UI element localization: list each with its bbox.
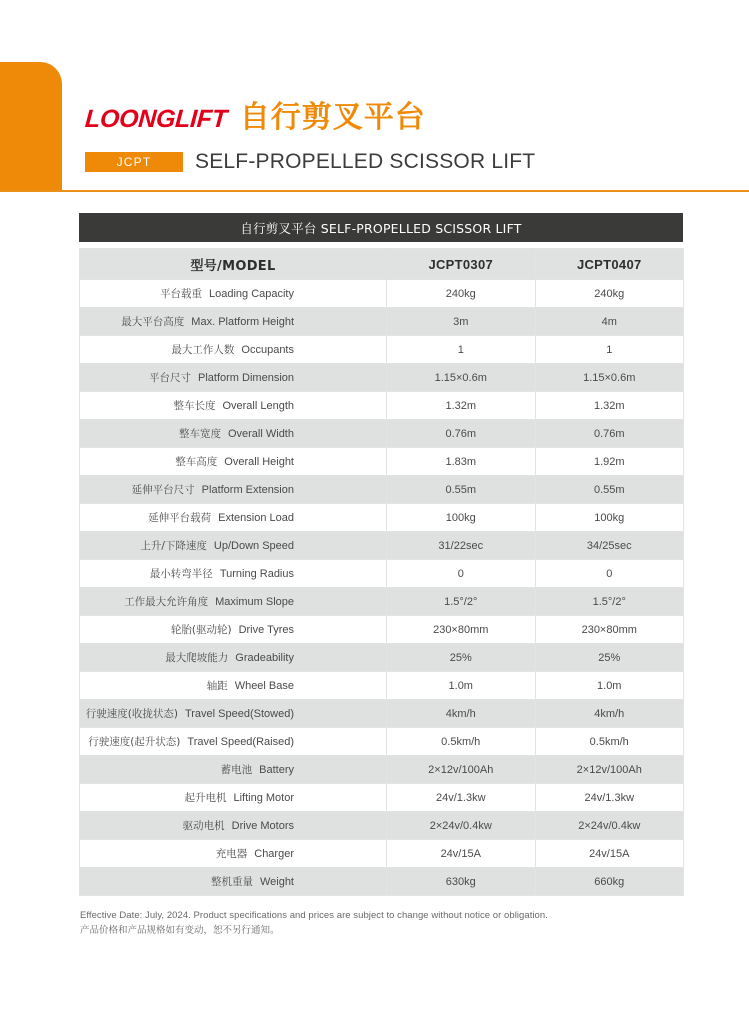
spec-label-cell: [80, 448, 387, 476]
product-title-cn: 自行剪叉平台: [239, 100, 426, 135]
table-row: [80, 336, 684, 364]
table-row: [80, 700, 684, 728]
spec-label-cn: 起升电机: [184, 792, 227, 804]
spec-label-cn: 行驶速度(收拢状态): [85, 708, 178, 720]
spec-table-banner: 自行剪叉平台 SELF-PROPELLED SCISSOR LIFT: [79, 213, 683, 242]
spec-label-en: Battery: [259, 764, 294, 776]
spec-value-model-1: 1.5°/2°: [387, 588, 536, 616]
brand-title-row: [84, 100, 535, 141]
page-header: [0, 0, 749, 192]
column-header-model: 型号/MODEL: [80, 249, 387, 280]
spec-label-en: Drive Tyres: [238, 624, 294, 636]
spec-value-model-2: 230×80mm: [535, 616, 684, 644]
spec-label-en: Max. Platform Height: [191, 316, 294, 328]
spec-label-cell: [80, 364, 387, 392]
spec-value-model-1: 0: [387, 560, 536, 588]
spec-value-model-1: 630kg: [387, 868, 536, 896]
spec-label-cn: 整车高度: [175, 456, 218, 468]
spec-value-model-2: 1.15×0.6m: [535, 364, 684, 392]
table-row: [80, 392, 684, 420]
spec-label-cn: 充电器: [215, 848, 248, 860]
spec-value-model-2: 2×24v/0.4kw: [535, 812, 684, 840]
spec-value-model-2: 1.92m: [535, 448, 684, 476]
loonglift-logo: LOONGLIFT: [84, 105, 228, 133]
spec-label-cell: [80, 700, 387, 728]
spec-value-model-1: 0.76m: [387, 420, 536, 448]
spec-label-cell: [80, 308, 387, 336]
spec-label-cn: 最小转弯半径: [149, 568, 213, 580]
spec-label-cell: [80, 616, 387, 644]
spec-label-cell: [80, 756, 387, 784]
spec-value-model-1: 1.0m: [387, 672, 536, 700]
table-row: [80, 588, 684, 616]
specification-table: [79, 248, 684, 896]
footnote-line-en: Effective Date: July, 2024. Product specifications and prices are subject to change without notice or obligation.: [80, 910, 548, 921]
spec-value-model-1: 1.83m: [387, 448, 536, 476]
spec-value-model-1: 100kg: [387, 504, 536, 532]
spec-label-en: Platform Extension: [201, 484, 294, 496]
spec-label-cell: [80, 672, 387, 700]
spec-value-model-1: 25%: [387, 644, 536, 672]
spec-label-en: Drive Motors: [231, 820, 294, 832]
spec-value-model-2: 4km/h: [535, 700, 684, 728]
table-row: [80, 280, 684, 308]
spec-value-model-2: 0: [535, 560, 684, 588]
spec-value-model-2: 4m: [535, 308, 684, 336]
table-row: [80, 560, 684, 588]
spec-label-cell: [80, 336, 387, 364]
spec-value-model-2: 1.0m: [535, 672, 684, 700]
spec-value-model-2: 1: [535, 336, 684, 364]
spec-value-model-1: 24v/1.3kw: [387, 784, 536, 812]
spec-label-cell: [80, 280, 387, 308]
spec-value-model-1: 0.55m: [387, 476, 536, 504]
table-row: [80, 532, 684, 560]
spec-label-cn: 延伸平台载荷: [148, 512, 212, 524]
spec-label-cell: [80, 812, 387, 840]
header-divider: [0, 190, 749, 192]
brand-block: [84, 100, 536, 174]
spec-value-model-2: 2×12v/100Ah: [535, 756, 684, 784]
table-row: [80, 812, 684, 840]
spec-label-cell: [80, 840, 387, 868]
spec-label-en: Overall Height: [224, 456, 294, 468]
spec-label-en: Overall Width: [227, 428, 294, 440]
spec-label-cell: [80, 420, 387, 448]
table-row: [80, 476, 684, 504]
spec-value-model-1: 3m: [387, 308, 536, 336]
spec-label-en: Overall Length: [222, 400, 294, 412]
brand-subtitle-row: [85, 150, 535, 174]
spec-value-model-2: 24v/1.3kw: [535, 784, 684, 812]
spec-value-model-2: 34/25sec: [535, 532, 684, 560]
spec-value-model-2: 24v/15A: [535, 840, 684, 868]
spec-label-cell: [80, 644, 387, 672]
spec-label-cell: [80, 588, 387, 616]
spec-value-model-1: 1.15×0.6m: [387, 364, 536, 392]
spec-label-cell: [80, 728, 387, 756]
spec-value-model-2: 0.5km/h: [535, 728, 684, 756]
product-title-en: SELF-PROPELLED SCISSOR LIFT: [195, 150, 536, 173]
table-row: [80, 616, 684, 644]
footnote-line-cn: 产品价格和产品规格如有变动，恕不另行通知。: [80, 925, 280, 936]
spec-value-model-2: 0.55m: [535, 476, 684, 504]
spec-label-cn: 平台载重: [159, 288, 202, 300]
spec-label-en: Wheel Base: [234, 680, 294, 692]
spec-label-cn: 工作最大允许角度: [124, 596, 209, 608]
spec-value-model-2: 660kg: [535, 868, 684, 896]
spec-value-model-1: 24v/15A: [387, 840, 536, 868]
table-row: [80, 644, 684, 672]
spec-label-en: Platform Dimension: [198, 372, 294, 384]
spec-value-model-1: 2×24v/0.4kw: [387, 812, 536, 840]
spec-label-cell: [80, 868, 387, 896]
spec-label-cell: [80, 476, 387, 504]
table-body: [80, 280, 684, 896]
table-header-row: [80, 249, 684, 280]
spec-label-cn: 轮胎(驱动轮): [170, 624, 232, 636]
table-row: [80, 868, 684, 896]
spec-value-model-2: 0.76m: [535, 420, 684, 448]
spec-value-model-1: 0.5km/h: [387, 728, 536, 756]
spec-value-model-2: 1.32m: [535, 392, 684, 420]
series-badge: JCPT: [85, 152, 183, 172]
spec-value-model-1: 1.32m: [387, 392, 536, 420]
footnote: [80, 908, 680, 939]
spec-label-en: Turning Radius: [219, 568, 294, 580]
spec-value-model-1: 2×12v/100Ah: [387, 756, 536, 784]
spec-label-en: Lifting Motor: [233, 792, 294, 804]
spec-label-cn: 最大平台高度: [121, 316, 185, 328]
spec-label-en: Gradeability: [235, 652, 294, 664]
header-accent-block: [0, 62, 62, 192]
spec-value-model-1: 230×80mm: [387, 616, 536, 644]
spec-value-model-2: 25%: [535, 644, 684, 672]
table-row: [80, 672, 684, 700]
spec-label-cell: [80, 784, 387, 812]
spec-value-model-2: 100kg: [535, 504, 684, 532]
column-header-model-2: JCPT0407: [535, 249, 684, 280]
spec-label-cn: 整车宽度: [178, 428, 221, 440]
table-row: [80, 728, 684, 756]
spec-label-en: Travel Speed(Raised): [187, 736, 294, 748]
spec-label-en: Weight: [259, 876, 294, 888]
table-row: [80, 756, 684, 784]
spec-value-model-2: 240kg: [535, 280, 684, 308]
table-row: [80, 840, 684, 868]
table-row: [80, 364, 684, 392]
spec-label-en: Loading Capacity: [208, 288, 294, 300]
spec-value-model-1: 4km/h: [387, 700, 536, 728]
table-row: [80, 448, 684, 476]
table-row: [80, 420, 684, 448]
spec-label-cell: [80, 532, 387, 560]
spec-label-cn: 上升/下降速度: [140, 540, 207, 552]
spec-label-en: Charger: [254, 848, 294, 860]
table-row: [80, 308, 684, 336]
spec-label-cn: 整车长度: [173, 400, 216, 412]
spec-label-cn: 最大工作人数: [171, 344, 235, 356]
spec-value-model-1: 240kg: [387, 280, 536, 308]
spec-label-cn: 驱动电机: [182, 820, 225, 832]
spec-table-section: [79, 213, 683, 896]
spec-label-cn: 整机重量: [210, 876, 253, 888]
table-row: [80, 784, 684, 812]
spec-value-model-1: 31/22sec: [387, 532, 536, 560]
table-head: [80, 249, 684, 280]
spec-value-model-2: 1.5°/2°: [535, 588, 684, 616]
spec-label-cn: 蓄电池: [220, 764, 253, 776]
spec-label-cn: 行驶速度(起升状态): [88, 736, 181, 748]
spec-label-cn: 轴距: [206, 680, 228, 692]
spec-label-cell: [80, 504, 387, 532]
spec-label-cell: [80, 392, 387, 420]
spec-label-cn: 延伸平台尺寸: [131, 484, 195, 496]
spec-label-en: Occupants: [241, 344, 294, 356]
spec-label-cn: 最大爬坡能力: [165, 652, 229, 664]
spec-label-cell: [80, 560, 387, 588]
column-header-model-1: JCPT0307: [387, 249, 536, 280]
spec-value-model-1: 1: [387, 336, 536, 364]
table-row: [80, 504, 684, 532]
spec-label-en: Travel Speed(Stowed): [184, 708, 294, 720]
spec-label-en: Maximum Slope: [215, 596, 294, 608]
spec-label-en: Up/Down Speed: [213, 540, 294, 552]
spec-label-en: Extension Load: [218, 512, 294, 524]
spec-label-cn: 平台尺寸: [149, 372, 192, 384]
